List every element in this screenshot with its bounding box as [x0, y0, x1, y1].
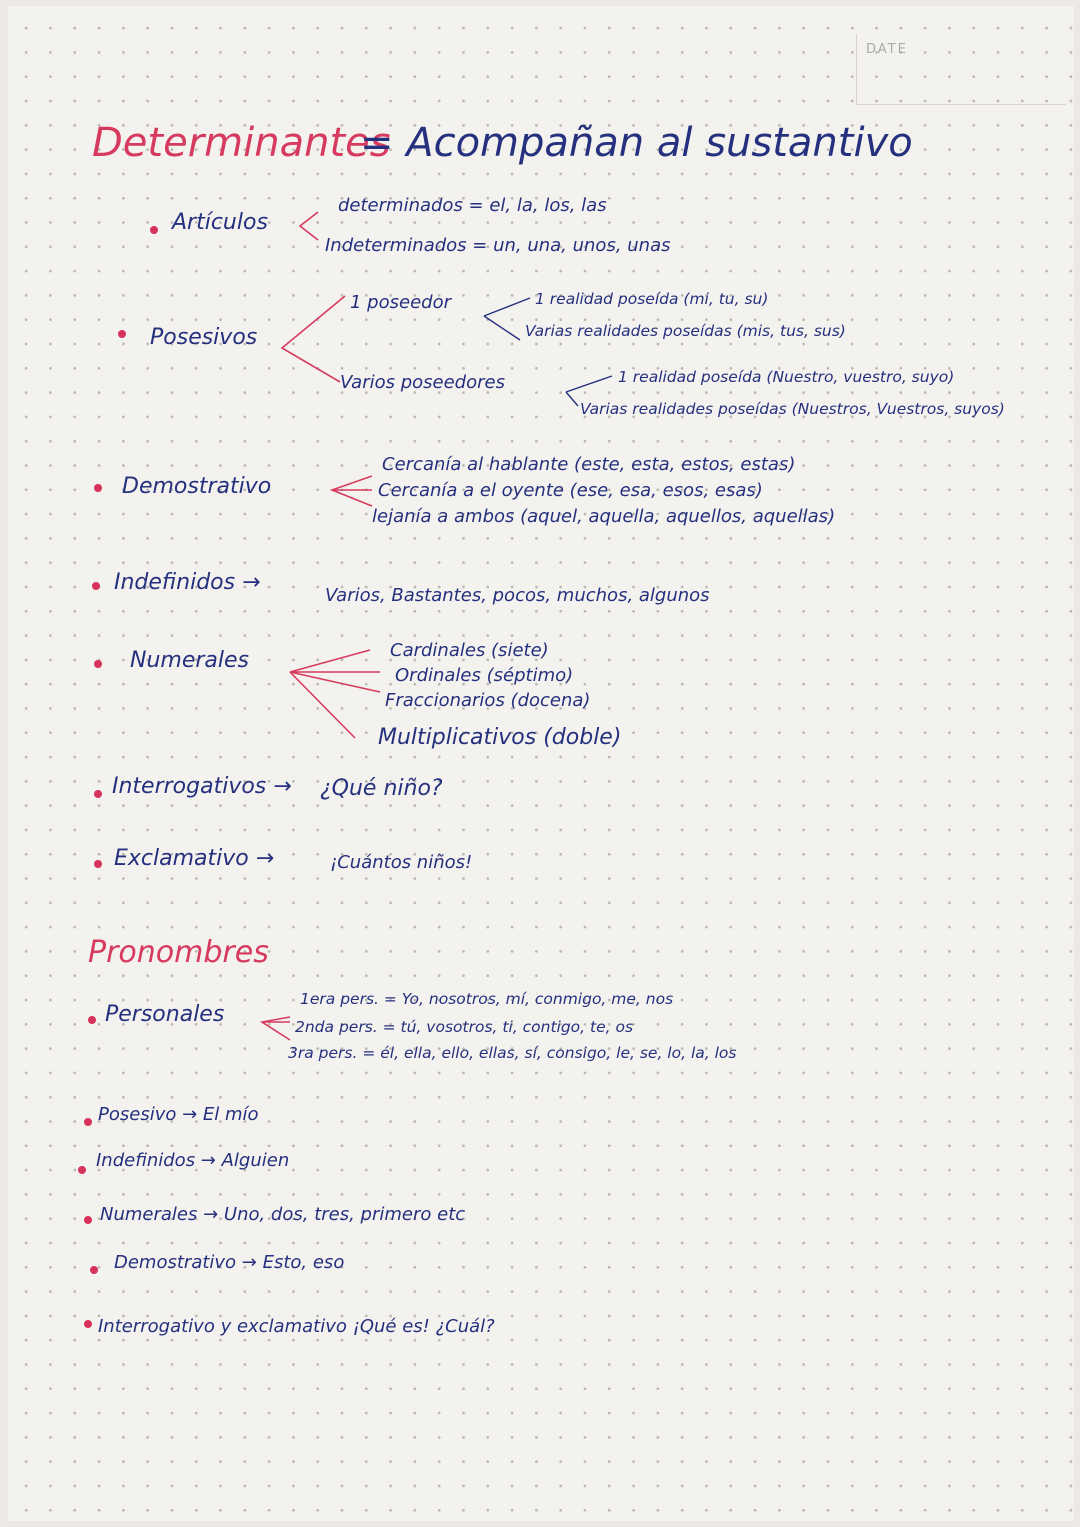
determinantes-definition: = Acompañan al sustantivo [360, 120, 913, 166]
bullet [94, 790, 102, 798]
posesivo-item: Varias realidades poseídas (Nuestros, Vuestros, suyos) [580, 400, 1005, 418]
date-label: DATE [866, 42, 908, 57]
posesivo-item: Varias realidades poseídas (mis, tus, sus) [525, 322, 846, 340]
notebook-page [8, 6, 1074, 1521]
bullet [94, 860, 102, 868]
date-divider [856, 104, 1066, 105]
numerales-label: Numerales [130, 648, 250, 673]
numerales-item: Ordinales (séptimo) [395, 665, 574, 686]
posesivos-label: Posesivos [150, 325, 258, 350]
articulos-item: Indeterminados = un, una, unos, unas [325, 235, 671, 256]
exclamativo-label: Exclamativo → [114, 846, 275, 871]
determinantes-title: Determinantes [92, 120, 391, 166]
bullet [150, 226, 158, 234]
bullet [92, 582, 100, 590]
indefinidos-label: Indefinidos → [114, 570, 261, 595]
bullet [94, 660, 102, 668]
posesivo-item: 1 realidad poseída (mi, tu, su) [535, 290, 769, 308]
bullet [88, 1016, 96, 1024]
numerales-item: Cardinales (siete) [390, 640, 549, 661]
pronombre-item: Interrogativo y exclamativo ¡Qué es! ¿Cuál? [98, 1316, 495, 1337]
bullet [84, 1320, 92, 1328]
numerales-item: Multiplicativos (doble) [378, 725, 622, 750]
exclamativo-text: ¡Cuántos niños! [330, 852, 473, 873]
articulos-label: Artículos [172, 210, 268, 235]
bullet [78, 1166, 86, 1174]
bullet [90, 1266, 98, 1274]
bullet [84, 1118, 92, 1126]
demostrativo-label: Demostrativo [122, 474, 272, 499]
demostrativo-item: lejanía a ambos (aquel, aquella, aquellos, aquellas) [372, 506, 836, 527]
pronombre-item: Posesivo → El mío [98, 1104, 259, 1125]
bullet [84, 1216, 92, 1224]
pronombre-item: Demostrativo → Esto, eso [114, 1252, 345, 1273]
articulos-item: determinados = el, la, los, las [338, 195, 607, 216]
pronombre-item: Indefinidos → Alguien [96, 1150, 290, 1171]
date-divider [856, 34, 857, 104]
demostrativo-item: Cercanía a el oyente (ese, esa, esos, esas) [378, 480, 763, 501]
interrogativos-text: ¿Qué niño? [320, 776, 443, 801]
indefinidos-text: Varios, Bastantes, pocos, muchos, algunos [325, 585, 710, 606]
numerales-item: Fraccionarios (docena) [385, 690, 591, 711]
personales-item: 1era pers. = Yo, nosotros, mí, conmigo, me, nos [300, 990, 674, 1008]
personales-item: 2nda pers. = tú, vosotros, ti, contigo, te, os [295, 1018, 634, 1036]
varios-poseedores-label: Varios poseedores [340, 372, 505, 393]
personales-item: 3ra pers. = él, ella, ello, ellas, sí, consigo, le, se, lo, la, los [288, 1044, 737, 1062]
posesivo-item: 1 realidad poseída (Nuestro, vuestro, suyo) [618, 368, 955, 386]
un-poseedor-label: 1 poseedor [350, 292, 451, 313]
interrogativos-label: Interrogativos → [112, 774, 292, 799]
personales-label: Personales [105, 1002, 225, 1027]
demostrativo-item: Cercanía al hablante (este, esta, estos, estas) [382, 454, 796, 475]
pronombre-item: Numerales → Uno, dos, tres, primero etc [100, 1204, 466, 1225]
bullet [94, 484, 102, 492]
bullet [118, 330, 126, 338]
pronombres-title: Pronombres [88, 935, 269, 970]
